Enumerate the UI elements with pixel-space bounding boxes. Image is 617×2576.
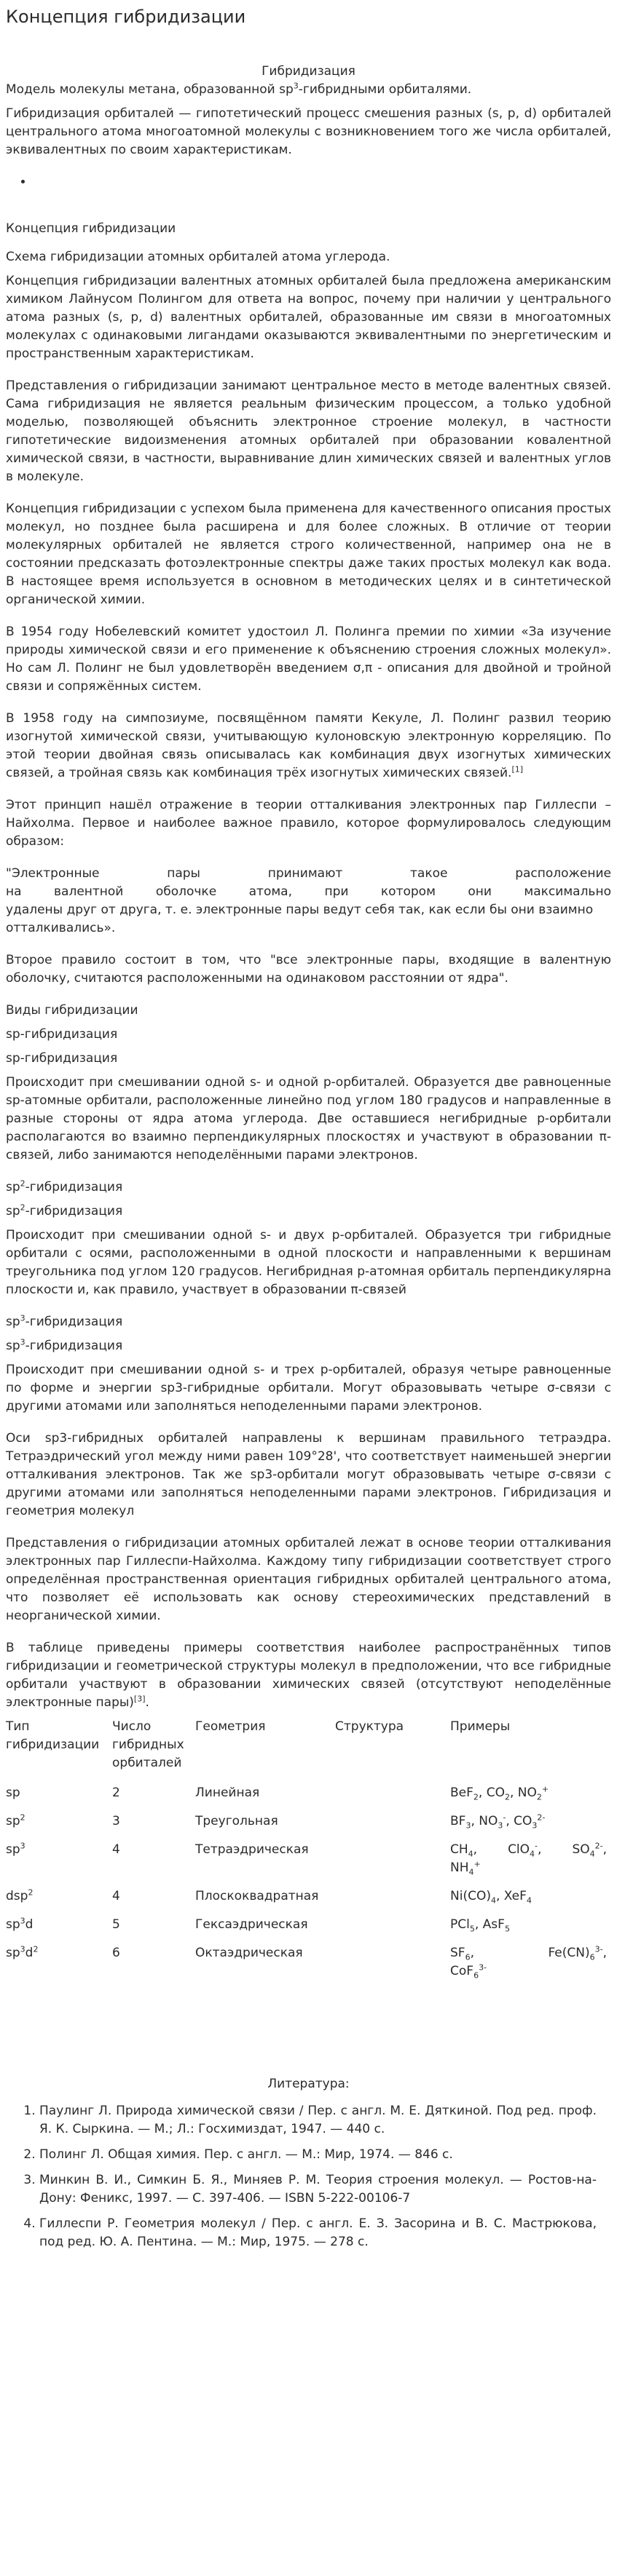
table-row	[6, 1810, 611, 1838]
column-header: Примеры	[450, 1719, 511, 1734]
quote-word: они	[468, 884, 492, 899]
geometry-cell: Гексаэдрическая	[195, 1917, 308, 1932]
caption-text-before: Модель молекулы метана, образованной sp	[6, 82, 294, 97]
sp2-prefix: sp	[6, 1204, 20, 1218]
column-header: Структура	[335, 1719, 404, 1734]
hybrid-type-cell: $sp^2$	[6, 1812, 25, 1828]
sp3-prefix: sp	[6, 1315, 20, 1329]
paragraph-1958-text: В 1958 году на симпозиуме, посвящённом памяти Кекуле, Л. Полинг развил теорию изогнутой химической связи, учитывающую кулоновскую электронную корреляцию. По этой теории двойная связь описывалась как комбинация двух изогнутых химических связей, а тройная связь как комбинация трёх изогнутых химических связей.	[6, 711, 611, 780]
column-header: Тип гибридизации	[6, 1719, 100, 1752]
quote-line-1	[6, 865, 611, 883]
quote-word: при	[324, 884, 349, 899]
quote-line-2	[6, 883, 611, 901]
sp3-sup: 3	[20, 1313, 25, 1323]
orbital-count-cell: 3	[112, 1814, 120, 1828]
quote-word: пары	[167, 866, 200, 881]
quote-word: принимают	[267, 866, 343, 881]
orbital-count-cell: 4	[112, 1842, 120, 1857]
table-intro-text: В таблице приведены примеры соответствия наиболее распространённых типов гибридизации и геометрической структуры молекул в предположении, что все гибридные орбитали участвуют в образовании химических связей (отсутствуют неподелённые электронные пары)	[6, 1641, 611, 1710]
sp2-suffix: -гибридизация	[25, 1180, 123, 1194]
paragraph-gillespie: Этот принцип нашёл отражение в теории отталкивания электронных пар Гиллеспи – Найхолма. Первое и наиболее важное правило, которое формулировалось следующим образом:	[6, 798, 611, 849]
sp3-suffix: -гибридизация	[25, 1339, 123, 1353]
sp2-paragraph: Происходит при смешивании одной s- и двух p-орбиталей. Образуется три гибридные орбитали с осями, расположенными в одной плоскости и направленными к вершинам треугольника под углом 120 градусов. Негибридная p-атомная орбиталь перпендикулярна плоскости и, как правило, участвует в образовании π-связей	[6, 1228, 611, 1297]
literature-item: 4. Гиллеспи Р. Геометрия молекул / Пер. с англ. Е. З. Засорина и В. С. Мастрюкова, под ред. Ю. А. Пентина. — М.: Мир, 1975. — 278 с.	[39, 2215, 611, 2251]
structure-cell	[335, 1941, 450, 1988]
type-base: sp	[6, 1786, 20, 1800]
sp-heading-repeat: sp-гибридизация	[6, 1051, 118, 1066]
structure-cell	[335, 1810, 450, 1838]
section-heading: Концепция гибридизации	[6, 221, 176, 236]
orbital-count-cell: 6	[112, 1946, 120, 1960]
sp-heading: sp-гибридизация	[6, 1027, 118, 1042]
hybrid-type-cell	[6, 1781, 112, 1810]
quote-word: "Электронные	[6, 866, 100, 881]
examples-cell: $BF_3$, $NO_3^-$, $CO_3^{2-}$	[450, 1812, 546, 1831]
geometry-cell: Треугольная	[195, 1814, 278, 1828]
hybrid-type-cell: $sp^3$	[6, 1841, 25, 1857]
examples-cell: BeF$_2$, $CO_2$, $NO_2^+$	[450, 1784, 549, 1802]
reference-link-3[interactable]: [3]	[133, 1694, 146, 1704]
structure-cell	[335, 1781, 450, 1810]
sp3-sup: 3	[20, 1337, 25, 1347]
hybridization-table	[6, 1718, 611, 1988]
sp2-prefix: sp	[6, 1180, 20, 1194]
literature-list	[6, 2102, 611, 2251]
sp3-heading-repeat	[6, 1337, 611, 1355]
structure-cell	[335, 1885, 450, 1913]
table-row	[6, 1838, 611, 1885]
paragraph-1954: В 1954 году Нобелевский комитет удостоил Л. Полинга премии по химии «За изучение природы химической связи и его применение к объяснению строения сложных молекул». Но сам Л. Полинг не был удовлетворён введением σ,π - описания для двойной и тройной связи и сопряжённых систем.	[6, 625, 611, 694]
center-heading: Гибридизация	[262, 64, 355, 79]
geometry-cell: Тетраэдрическая	[195, 1842, 309, 1857]
sp3-heading	[6, 1313, 611, 1331]
sp2-sup: 2	[20, 1178, 25, 1189]
table-row	[6, 1885, 611, 1913]
literature-item: 1. Паулинг Л. Природа химической связи / Пер. с англ. М. Е. Дяткиной. Под ред. проф. Я. К. Сыркина. — М.; Л.: Госхимиздат, 1947. — 440 с.	[39, 2102, 611, 2139]
paragraph-ideas: Представления о гибридизации занимают центральное место в методе валентных связей. Сама гибридизация не является реальным физическим процессом, а только удобной моделью, позволяющей объяснить электронное строение молекул, в частности гипотетические видоизменения атомных орбиталей при образовании ковалентной химической связи, в частности, выравнивание длин химических связей и валентных углов в молекуле.	[6, 379, 611, 484]
quote-word: на	[6, 884, 22, 899]
empty-bullet-list	[6, 173, 611, 191]
list-item	[34, 173, 611, 191]
sp3-prefix: sp	[6, 1339, 20, 1353]
types-heading: Виды гибридизации	[6, 1003, 138, 1018]
table-row	[6, 1781, 611, 1810]
sp3-suffix: -гибридизация	[25, 1315, 123, 1329]
hybrid-type-cell: dsp$^2$	[6, 1887, 34, 1903]
quote-rest: удалены друг от друга, т. е. электронные пары ведут себя так, как если бы они взаимно отталкивались».	[6, 903, 594, 935]
quote-word: валентной	[54, 884, 124, 899]
reference-link-1[interactable]: [1]	[511, 764, 524, 774]
page-title: Концепция гибридизации	[6, 7, 246, 27]
structure-cell	[335, 1913, 450, 1941]
sp3-paragraph: Происходит при смешивании одной s- и трех p-орбиталей, образуя четыре равноценные по форме и энергии sp3-гибридные орбитали. Могут образовывать четыре σ-связи с другими атомами или заполняться неподеленными парами электронов.	[6, 1363, 611, 1414]
quote-word: расположение	[515, 866, 611, 881]
literature-item: 2. Полинг Л. Общая химия. Пер. с англ. — М.: Мир, 1974. — 846 с.	[39, 2146, 611, 2164]
examples-cell: PCl$_5$, AsF$_5$	[450, 1917, 510, 1934]
table-intro: В таблице приведены примеры соответствия наиболее распространённых типов гибридизации и геометрической структуры молекул в предположении, что все гибридные орбитали участвуют в образовании химических связей (отсутствуют неподелённые электронные пары)[3].	[6, 1641, 611, 1710]
rule-quote	[6, 865, 611, 938]
quote-word: такое	[410, 866, 448, 881]
table-row	[6, 1913, 611, 1941]
orbital-count-cell: 2	[112, 1786, 120, 1800]
quote-word: максимально	[524, 884, 611, 899]
hybrid-type-cell: $sp^3d^2$	[6, 1944, 39, 1960]
paragraph-pauling: Концепция гибридизации валентных атомных орбиталей была предложена американским химиком Лайнусом Полингом для ответа на вопрос, почему при наличии у центрального атома разных (s, p, d) валентных орбиталей, образованные им связи в многоатомных молекулах с одинаковыми лигандами оказываются эквивалентными по энергетическим и пространственным характеристикам.	[6, 274, 611, 361]
table-row	[6, 1941, 611, 1988]
column-header: Число гибридных орбиталей	[112, 1719, 184, 1770]
paragraph-success: Концепция гибридизации с успехом была применена для качественного описания простых молекул, но позднее была расширена и для более сложных. В отличие от теории молекулярных орбиталей не является строго количественной, например она не в состоянии предсказать фотоэлектронные спектры даже таких простых молекул как вода. В настоящее время используется в основном в методических целях и в синтетической органической химии.	[6, 502, 611, 607]
paragraph-rule-2: Второе правило состоит в том, что "все электронные пары, входящие в валентную оболочку, считаются расположенными на одинаковом расстоянии от ядра".	[6, 953, 611, 986]
intro-paragraph: Гибридизация орбиталей — гипотетический процесс смешения разных (s, p, d) орбиталей центрального атома многоатомной молекулы с возникновением того же числа орбиталей, эквивалентных по своим характеристикам.	[6, 106, 611, 157]
geometry-cell: Плоскоквадратная	[195, 1889, 319, 1903]
table-header-row	[6, 1718, 611, 1781]
hybrid-type-cell: $sp^3d$	[6, 1916, 34, 1932]
quote-word: атома,	[248, 884, 292, 899]
quote-word: котором	[380, 884, 436, 899]
orbital-count-cell: 4	[112, 1889, 120, 1903]
caption-sup: 3	[293, 81, 299, 91]
literature-item: 3. Минкин В. И., Симкин Б. Я., Миняев Р. М. Теория строения молекул. — Ростов-на-Дону: Феникс, 1997. — С. 397-406. — ISBN 5-222-00106-7	[39, 2171, 611, 2208]
literature-heading: Литература:	[267, 2077, 350, 2091]
column-header: Геометрия	[195, 1719, 266, 1734]
image-caption	[6, 81, 611, 99]
paragraph-1958	[6, 710, 611, 782]
sp2-suffix: -гибридизация	[25, 1204, 123, 1218]
examples-cell: $SF_6$, $Fe(CN)_6^{3-}$, CoF$_6^{3-}$	[450, 1944, 607, 1981]
geometry-cell: Октаэдрическая	[195, 1946, 303, 1960]
examples-cell: $Ni(CO)_4$, XeF$_4$	[450, 1889, 532, 1906]
sp3-axes-paragraph: Оси sp3-гибридных орбиталей направлены к вершинам правильного тетраэдра. Тетраэдрический угол между ними равен 109°28', что соответствует наименьшей энергии отталкивания электронов. Так же sp3-орбитали могут образовывать четыре σ-связи с другими атомами или заполняться неподеленными парами электронов. Гибридизация и геометрия молекул	[6, 1431, 611, 1518]
orbital-count-cell: 5	[112, 1917, 120, 1932]
geometry-cell: Линейная	[195, 1786, 260, 1800]
structure-cell	[335, 1838, 450, 1885]
sp-paragraph: Происходит при смешивании одной s- и одной p-орбиталей. Образуется две равноценные sp-атомные орбитали, расположенные линейно под углом 180 градусов и направленные в разные стороны от ядра атома углерода. Две оставшиеся негибридные p-орбитали располагаются во взаимно перпендикулярных плоскостях и участвуют в образовании π-связей, либо занимаются неподелёнными парами электронов.	[6, 1075, 611, 1162]
caption-text-after: -гибридными орбиталями.	[298, 82, 472, 97]
sp2-sup: 2	[20, 1202, 25, 1213]
quote-word: оболочке	[155, 884, 217, 899]
sp2-heading	[6, 1178, 611, 1197]
geometry-paragraph: Представления о гибридизации атомных орбиталей лежат в основе теории отталкивания электронных пар Гиллеспи-Найхолма. Каждому типу гибридизации соответствует строго определённая пространственная ориентация гибридных орбиталей центрального атома, что позволяет её использовать как основу стереохимических представлений в неорганической химии.	[6, 1536, 611, 1623]
sp2-heading-repeat	[6, 1202, 611, 1221]
examples-cell: $CH_4$, ClO$_4$-, $SO_4^{2-}$, $NH_4^+$	[450, 1841, 607, 1877]
scheme-line: Схема гибридизации атомных орбиталей атома углерода.	[6, 250, 390, 264]
